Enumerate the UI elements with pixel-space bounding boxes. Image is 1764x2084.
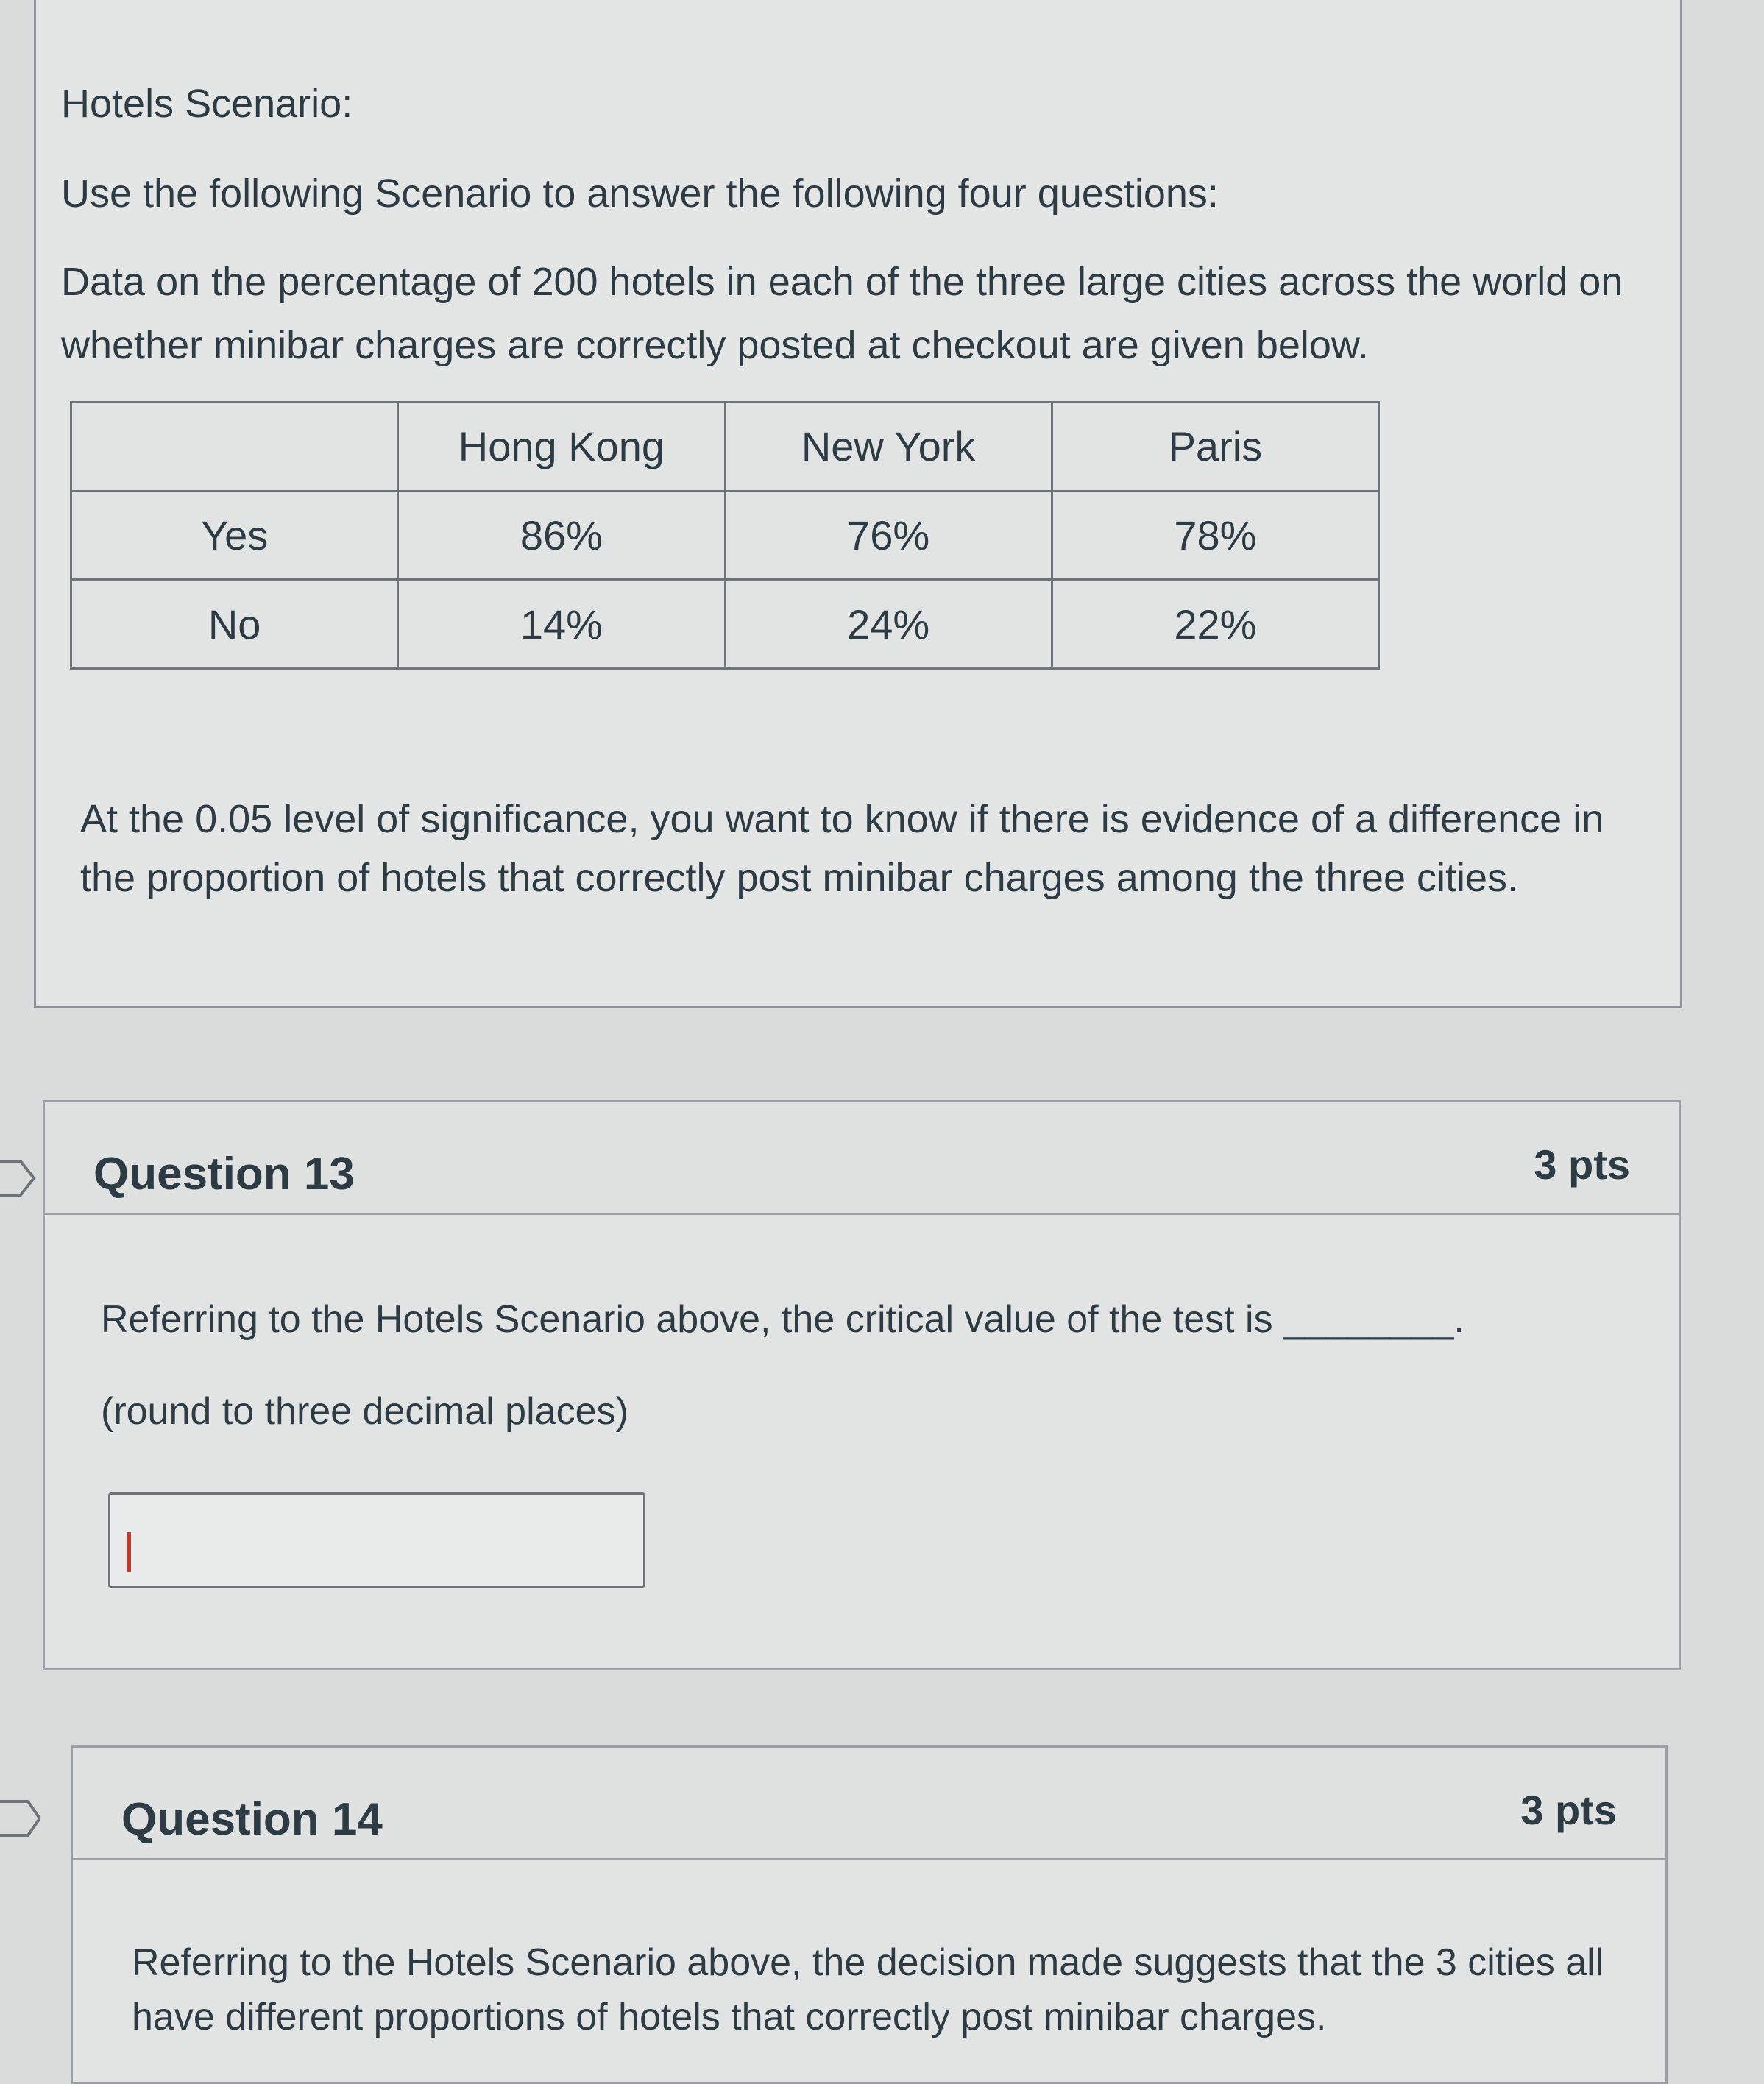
table-header-cell: New York bbox=[725, 403, 1052, 492]
table-row-label: Yes bbox=[71, 491, 398, 580]
question-14-text-line1: Referring to the Hotels Scenario above, the decision made suggests that the 3 cities all bbox=[132, 1941, 1604, 1984]
table-cell: 22% bbox=[1052, 580, 1378, 669]
question-flag-icon[interactable] bbox=[0, 1157, 40, 1199]
table-row-label: No bbox=[71, 580, 398, 669]
question-13-header bbox=[45, 1102, 1679, 1215]
scenario-panel bbox=[34, 0, 1682, 1008]
question-13-points: 3 pts bbox=[1534, 1141, 1630, 1188]
question-14-card bbox=[71, 1745, 1668, 2084]
significance-line1: At the 0.05 level of significance, you want to know if there is evidence of a difference in bbox=[80, 797, 1604, 841]
table-header-cell bbox=[71, 403, 398, 492]
scenario-description-line2: whether minibar charges are correctly posted at checkout are given below. bbox=[61, 323, 1369, 367]
scenario-title: Hotels Scenario: bbox=[61, 82, 353, 126]
table-cell: 14% bbox=[398, 580, 725, 669]
question-flag-icon[interactable] bbox=[0, 1797, 40, 1840]
scenario-intro: Use the following Scenario to answer the following four questions: bbox=[61, 171, 1219, 216]
table-header-row bbox=[71, 403, 1379, 492]
question-13-text: Referring to the Hotels Scenario above, the critical value of the test is ________. bbox=[101, 1298, 1464, 1341]
table-cell: 24% bbox=[725, 580, 1052, 669]
table-header-cell: Paris bbox=[1052, 403, 1378, 492]
table-cell: 76% bbox=[725, 491, 1052, 580]
question-13-title: Question 13 bbox=[93, 1149, 355, 1199]
hotels-data-table bbox=[70, 401, 1380, 670]
question-14-header bbox=[73, 1748, 1665, 1860]
table-row bbox=[71, 580, 1379, 669]
text-caret bbox=[127, 1532, 131, 1572]
significance-line2: the proportion of hotels that correctly post minibar charges among the three cities. bbox=[80, 856, 1519, 900]
question-14-title: Question 14 bbox=[121, 1794, 383, 1845]
question-13-answer-input[interactable] bbox=[108, 1492, 645, 1588]
scenario-description-line1: Data on the percentage of 200 hotels in each of the three large cities across the world on bbox=[61, 260, 1623, 304]
question-13-card bbox=[43, 1100, 1681, 1670]
question-14-points: 3 pts bbox=[1520, 1787, 1617, 1833]
table-cell: 86% bbox=[398, 491, 725, 580]
table-header-cell: Hong Kong bbox=[398, 403, 725, 492]
question-13-note: (round to three decimal places) bbox=[101, 1390, 628, 1433]
question-14-text-line2: have different proportions of hotels that correctly post minibar charges. bbox=[132, 1996, 1327, 2038]
table-row bbox=[71, 491, 1379, 580]
table-cell: 78% bbox=[1052, 491, 1378, 580]
